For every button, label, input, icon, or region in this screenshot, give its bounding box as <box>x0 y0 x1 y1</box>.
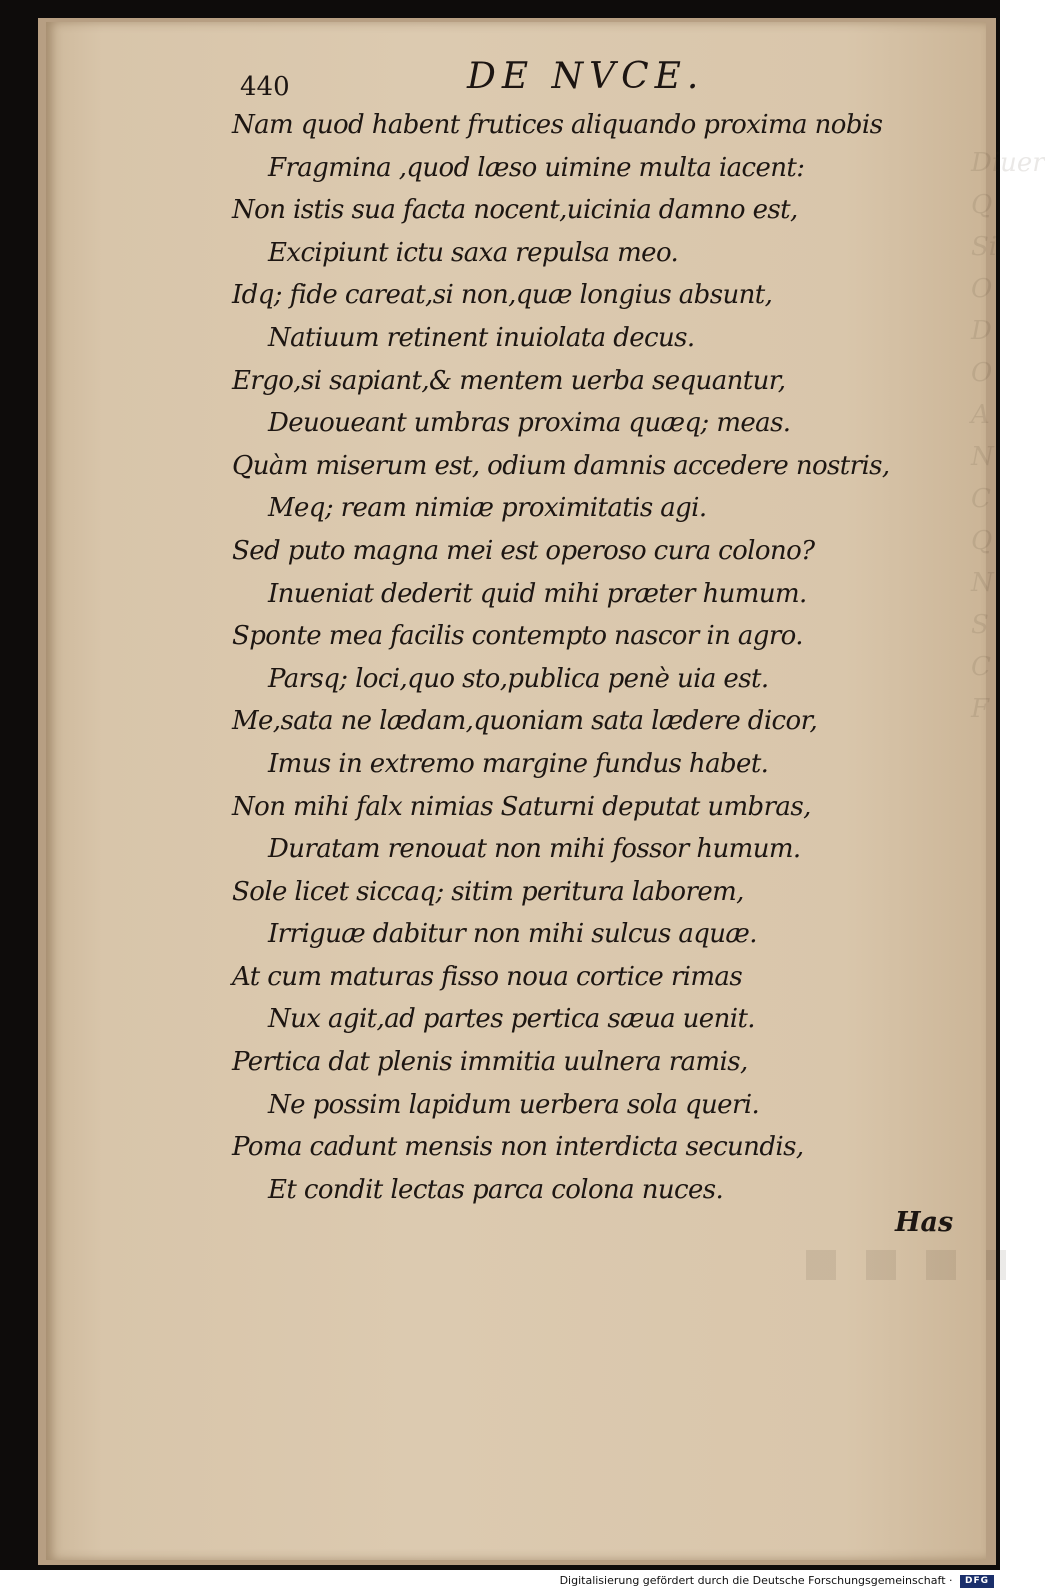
verse-line: Ne possim lapidum uerbera sola queri. <box>268 1089 760 1120</box>
catchword: Has <box>895 1207 954 1238</box>
verse-line: Nam quod habent frutices aliquando proxima nobis <box>232 110 883 140</box>
verse-line: Non mihi falx nimias Saturni deputat umbras, <box>232 791 811 822</box>
verse-line: Sed puto magna mei est operoso cura colono? <box>232 535 815 566</box>
verse-line: Duratam renouat non mihi fossor humum. <box>268 834 801 865</box>
verse-line: Non istis sua facta nocent,uicinia damno est, <box>232 195 798 226</box>
show-through-text: Diuer Q Si O D O A N C Q N S C F <box>971 148 1045 724</box>
verse-line: Et condit lectas parca colona nuces. <box>268 1174 724 1205</box>
running-head <box>240 52 940 102</box>
verse-line: Nux agit,ad partes pertica sæua uenit. <box>268 1004 755 1035</box>
verse-line: Deuoueant umbras proxima quæq; meas. <box>268 408 791 439</box>
verse-line: Ergo,si sapiant,& mentem uerba sequantur, <box>232 365 786 396</box>
verse-line: Excipiunt ictu saxa repulsa meo. <box>268 237 679 268</box>
verse-line: Natiuum retinent inuiolata decus. <box>268 322 695 353</box>
verse-line: Meq; ream nimiæ proximitatis agi. <box>268 493 707 524</box>
verse-line: Quàm miserum est, odium damnis accedere nostris, <box>232 450 890 481</box>
credit-text: Digitalisierung gefördert durch die Deutsche Forschungsgemeinschaft · <box>559 1574 953 1587</box>
page-title: DE NVCE. <box>467 56 705 97</box>
verse-line: Me,sata ne lædam,quoniam sata lædere dicor, <box>232 706 818 737</box>
verse-line: Sponte mea facilis contempto nascor in agro. <box>232 621 803 652</box>
verse-line: Imus in extremo margine fundus habet. <box>268 748 769 779</box>
verse-line: Poma cadunt mensis non interdicta secundis, <box>232 1132 804 1163</box>
poem-text <box>232 104 932 1211</box>
page-number: 440 <box>240 72 290 102</box>
verse-line: Parsq; loci,quo sto,publica penè uia est. <box>268 663 769 694</box>
digitization-credit <box>0 1570 994 1591</box>
verse-line: Pertica dat plenis immitia uulnera ramis, <box>232 1047 748 1078</box>
dfg-logo: DFG <box>960 1575 994 1588</box>
show-through-mark <box>806 1250 1006 1280</box>
verse-line: At cum maturas fisso noua cortice rimas <box>232 961 743 992</box>
verse-line: Sole licet siccaq; sitim peritura laborem, <box>232 876 744 907</box>
verse-line: Idq; fide careat,si non,quæ longius absunt, <box>232 280 773 311</box>
verse-line: Inueniat dederit quid mihi præter humum. <box>268 578 807 609</box>
verse-line: Fragmina ,quod læso uimine multa iacent: <box>268 152 805 183</box>
verse-line: Irriguæ dabitur non mihi sulcus aquæ. <box>268 919 757 950</box>
